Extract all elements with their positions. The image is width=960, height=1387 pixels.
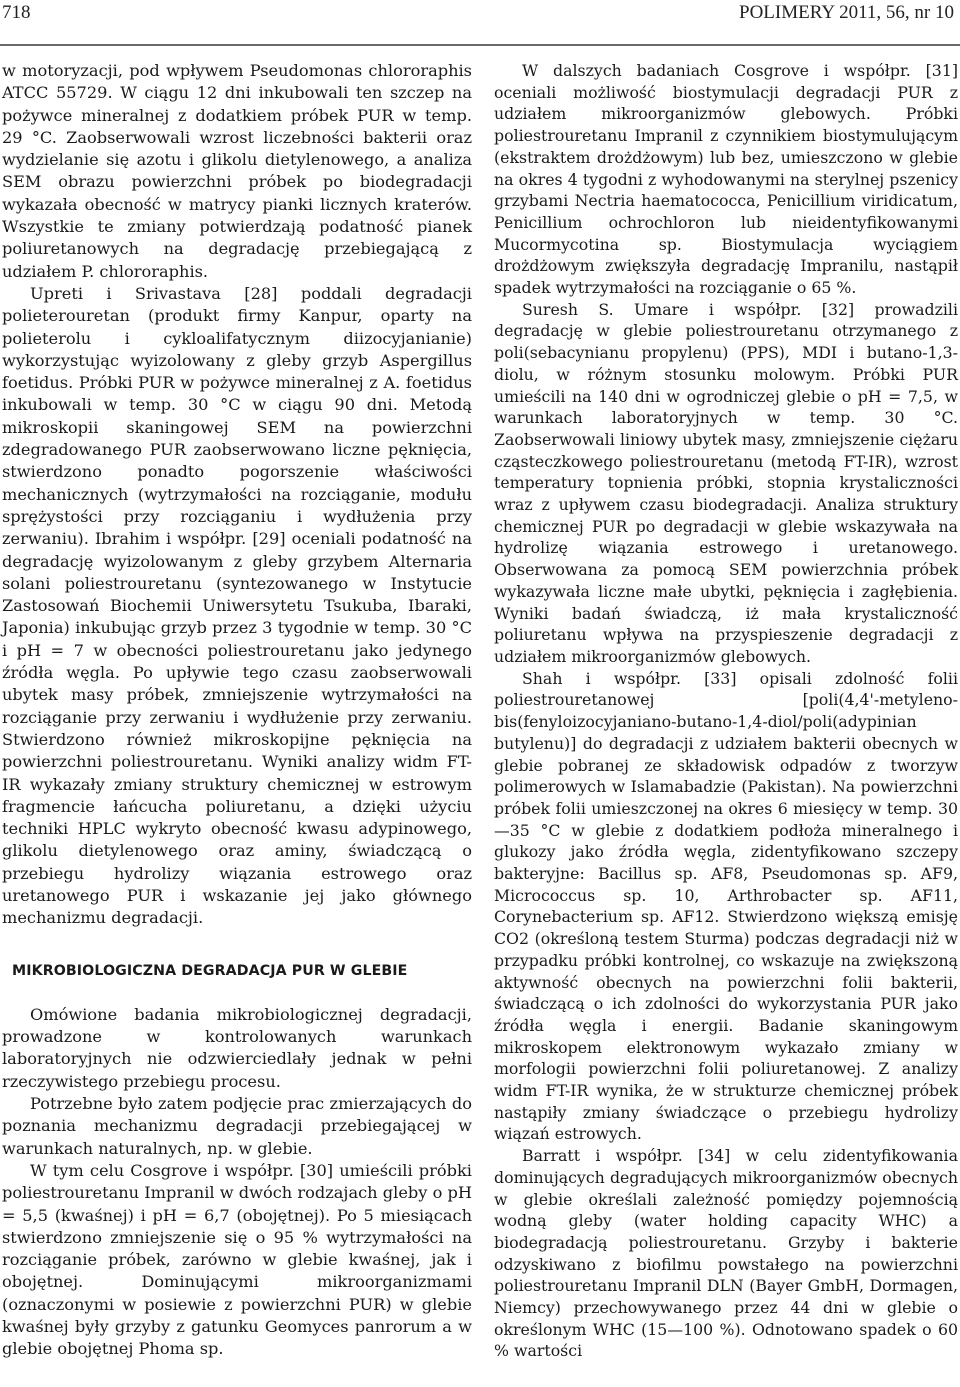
section-heading: MIKROBIOLOGICZNA DEGRADACJA PUR W GLEBIE bbox=[12, 962, 408, 979]
paragraph: Upreti i Srivastava [28] poddali degradacji polieterouretan (produkt firmy Kanpur, oparty na polieterolu i cykloalifatycznym diizocyjanianie) wykorzystując wyizolowany z gleby grzyb Aspergillus foetidus. Próbki PUR w pożywce mineralnej z A. foetidus inkubowali w temp. 30 °C w ciągu 90 dni. Metodą mikroskopii skaningowej SEM na powierzchni zdegradowanego PUR zaobserwowano liczne pęknięcia, stwierdzono ponadto pogorszenie właściwości mechanicznych (wytrzymałości na rozciąganie, modułu sprężystości przy rozciąganiu i wydłużenia przy zerwaniu). Ibrahim i współpr. [29] oceniali podatność na degradację wyizolowanym z gleby grzybem Alternaria solani poliestrouretanu (syntezowanego w Instytucie Zastosowań Biochemii Uniwersytetu Tsukuba, Ibaraki, Japonia) inkubując grzyb przez 3 tygodnie w temp. 30 °C i pH = 7 w obecności poliestrouretanu jako jedynego źródła węgla. Po upływie tego czasu zaobserwowali ubytek masy próbek, zmniejszenie wytrzymałości na rozciąganie przy zerwaniu i wydłużenie przy zerwaniu. Stwierdzono również mikroskopijne pęknięcia na powierzchni poliestrouretanu. Wyniki analizy widm FT-IR wykazały zmiany struktury chemicznej w estrowym fragmencie łańcucha poliuretanu, a dzięki użyciu techniki HPLC wykryto obecność kwasu adypinowego, glikolu dietylenowego oraz aminy, świadczącą o przebiegu hydrolizy wiązania estrowego oraz uretanowego PUR i wskazanie jej jako głównego mechanizmu degradacji. bbox=[2, 283, 472, 928]
paragraph: W dalszych badaniach Cosgrove i współpr. [31] oceniali możliwość biostymulacji degradacji PUR z udziałem mikroorganizmów glebowych. Próbki poliestrouretanu Impranil z czynnikiem biostymulującym (ekstraktem drożdżowym) lub bez, umieszczono w glebie na okres 4 tygodni z wyhodowanymi na sterylnej pszenicy grzybami Nectria haematococca, Penicillium viridicatum, Penicillium ochrochloron lub nieidentyfikowanymi Mucormycotina sp. Biostymulacja wyciągiem drożdżowym zwiększyła degradację Impranilu, nastąpił spadek wytrzymałości na rozciąganie o 65 %. bbox=[494, 61, 958, 298]
page-number: 718 bbox=[2, 2, 31, 23]
paragraph: Potrzebne było zatem podjęcie prac zmierzających do poznania mechanizmu degradacji przebiegającej w warunkach naturalnych, np. w glebie. bbox=[2, 1094, 472, 1158]
paragraph: W tym celu Cosgrove i współpr. [30] umieścili próbki poliestrouretanu Impranil w dwóch rodzajach gleby o pH = 5,5 (kwaśnej) i pH = 6,7 (obojętnej). Po 5 miesiącach stwierdzono zmniejszenie się o 95 % wytrzymałości na rozciąganie próbek, zarówno w glebie kwaśnej, jak i obojętnej. Dominującymi mikroorganizmami (oznaczonymi w posiewie z powierzchni PUR) w glebie kwaśnej były grzyby z gatunku Geomyces panrorum a w glebie obojętnej Phoma sp. bbox=[2, 1160, 472, 1359]
spacer bbox=[2, 930, 472, 950]
paragraph: Barratt i współpr. [34] w celu zidentyfikowania dominujących degradujących mikroorganizmów obecnych w glebie określali zależność pomiędzy pojemnością wodną gleby (water holding capacity WHC) a biodegradacją poliestrouretanu. Grzyby i bakterie odzyskiwano z biofilmu powstałego na powierzchni poliestrouretanu Impranil DLN (Bayer GmbH, Dormagen, Niemcy) przechowywanego przez 44 dni w glebie o określonym WHC (15—100 %). Odnotowano spadek o 60 % wartości bbox=[494, 1146, 958, 1361]
paragraph: Suresh S. Umare i współpr. [32] prowadzili degradację w glebie poliestrouretanu otrzymanego z poli(sebacynianu propylenu) (PPS), MDI i butano-1,3-diolu, w różnym stosunku molowym. Próbki PUR umieścili na 140 dni w ogrodniczej glebie o pH = 7,5, w warunkach laboratoryjnych w temp. 30 °C. Zaobserwowali liniowy ubytek masy, zmniejszenie ciężaru cząsteczkowego poliestrouretanu (metodą FT-IR), wzrost temperatury topnienia próbki, stopnia krystaliczności wraz z upływem czasu biodegradacji. Analiza struktury chemicznej PUR po degradacji w glebie wskazywała na hydrolizę wiązania estrowego i uretanowego. Obserwowana za pomocą SEM powierzchnia próbek wykazywała liczne małe ubytki, pęknięcia i zagłębienia. Wyniki badań świadczą, iż mała krystaliczność poliuretanu wpływa na przyspieszenie degradacji z udziałem mikroorganizmów glebowych. bbox=[494, 299, 958, 666]
paragraph: w motoryzacji, pod wpływem Pseudomonas chlororaphis ATCC 55729. W ciągu 12 dni inkubowali ten szczep na pożywce mineralnej z dodatkiem próbek PUR w temp. 29 °C. Zaobserwowali wzrost liczebności bakterii oraz wydzielanie się azotu i glikolu dietylenowego, a analiza SEM obrazu powierzchni próbek po biodegradacji wykazała obecność w matrycy pianki licznych kraterów. Wszystkie te zmiany potwierdzają podatność pianek poliuretanowych na degradację przebiegającą z udziałem P. chlororaphis. bbox=[2, 61, 472, 281]
right-column bbox=[494, 60, 958, 1362]
journal-title: POLIMERY 2011, 56, nr 10 bbox=[739, 2, 954, 23]
page-header bbox=[0, 0, 960, 46]
paragraph: Shah i współpr. [33] opisali zdolność folii poliestrouretanowej [poli(4,4'-metyleno-bis(fenyloizocyjaniano-butano-1,4-diol/poli(adypinian butylenu)] do degradacji z udziałem bakterii obecnych w glebie pobranej ze składowisk odpadów z tworzyw polimerowych w Islamabadzie (Pakistan). Na powierzchni próbek folii umieszczonej na okres 6 miesięcy w temp. 30—35 °C w glebie z dodatkiem podłoża mineralnego i glukozy jako źródła węgla, zidentyfikowano szczepy bakteryjne: Bacillus sp. AF8, Pseudomonas sp. AF9, Micrococcus sp. 10, Arthrobacter sp. AF11, Corynebacterium sp. AF12. Stwierdzono większą emisję CO2 (określoną testem Sturma) podczas degradacji niż w przypadku próbki kontrolnej, co wskazuje na zwiększoną aktywność obecnych na powierzchni folii bakterii, świadczącą o ich zdolności do wykorzystania PUR jako źródła węgla i energii. Badanie skaningowym mikroskopem elektronowym wykazało zmiany w morfologii powierzchni folii poliuretanowej. Z analizy widm FT-IR wynika, że w strukturze chemicznej próbek nastąpiły zmiany świadczące o przebiegu hydrolizy wiązań estrowych. bbox=[494, 668, 958, 1144]
paragraph: Omówione badania mikrobiologicznej degradacji, prowadzone w kontrolowanych warunkach laboratoryjnych nie odzwierciedlały jednak w pełni rzeczywistego przebiegu procesu. bbox=[2, 1004, 472, 1091]
left-column bbox=[2, 60, 472, 1361]
